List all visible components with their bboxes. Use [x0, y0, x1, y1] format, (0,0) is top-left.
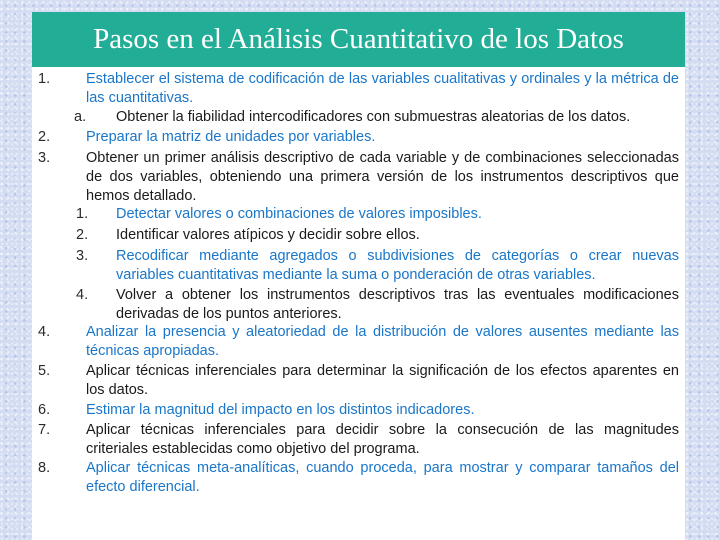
list-marker: a. [74, 109, 87, 125]
list-marker: 8. [38, 460, 51, 476]
slide-title: Pasos en el Análisis Cuantitativo de los Datos [93, 23, 624, 55]
list-item-text: Obtener la fiabilidad intercodificadores con submuestras aleatorias de los datos. [116, 109, 631, 125]
list-marker: 2. [76, 227, 89, 243]
list-marker: 3. [38, 150, 51, 166]
list-marker: 5. [38, 363, 51, 379]
slide-title-bar [32, 12, 685, 67]
list-item-text: Analizar la presencia y aleatoriedad de la distribución de valores ausentes mediante las técnicas apropiadas. [86, 324, 679, 359]
list-marker: 3. [76, 248, 89, 264]
list-item-text: Detectar valores o combinaciones de valores imposibles. [116, 206, 482, 222]
list-item-text: Estimar la magnitud del impacto en los distintos indicadores. [86, 402, 475, 418]
list-item-text: Recodificar mediante agregados o subdivisiones de categorías o crear nuevas variables cuantitativas mediante la suma o ponderación de otras variables. [116, 248, 679, 283]
list-marker: 1. [38, 71, 51, 87]
list-item-text: Preparar la matriz de unidades por variables. [86, 129, 376, 145]
list-marker: 4. [38, 324, 51, 340]
list-marker: 1. [76, 206, 89, 222]
list-marker: 4. [76, 287, 89, 303]
list-item-text: Aplicar técnicas inferenciales para decidir sobre la consecución de las magnitudes criteriales establecidas como objetivo del programa. [86, 422, 679, 457]
list-item-text: Aplicar técnicas inferenciales para determinar la significación de los efectos aparentes en los datos. [86, 363, 679, 398]
list-item-text: Identificar valores atípicos y decidir sobre ellos. [116, 227, 420, 243]
list-item-text: Volver a obtener los instrumentos descriptivos tras las eventuales modificaciones derivadas de los puntos anteriores. [116, 287, 679, 322]
list-item-text: Establecer el sistema de codificación de las variables cualitativas y ordinales y la métrica de las cuantitativas. [86, 71, 679, 106]
list-marker: 6. [38, 402, 51, 418]
list-item-text: Obtener un primer análisis descriptivo de cada variable y de combinaciones seleccionadas de dos variables, obteniendo una primera versión de los instrumentos descriptivos que hemos detallado. [86, 150, 679, 204]
list-marker: 2. [38, 129, 51, 145]
slide-content-panel [32, 67, 685, 540]
list-marker: 7. [38, 422, 51, 438]
list-item-text: Aplicar técnicas meta-analíticas, cuando proceda, para mostrar y comparar tamaños del efecto diferencial. [86, 460, 679, 495]
